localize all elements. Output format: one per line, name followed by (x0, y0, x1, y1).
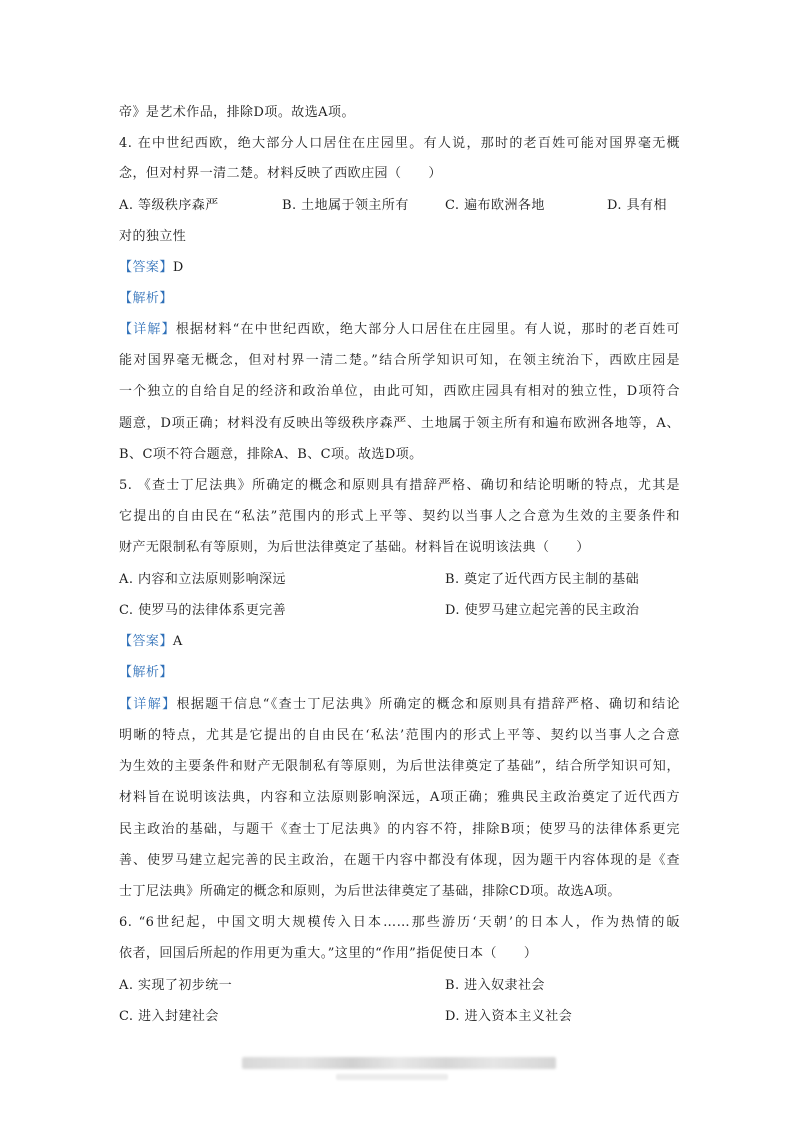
q4-analysis-tag: 【解析】 (119, 291, 173, 306)
q5-option-a: A. 内容和立法原则影响深远 (119, 572, 286, 587)
answer-value: A (172, 634, 183, 649)
q5-explain-5: 民主政治的基础，与题干《查士丁尼法典》的内容不符，排除B项；使罗马的法律体系更完 (119, 822, 680, 837)
question-4-stem: 4. 在中世纪西欧，绝大部分人口居住在庄园里。有人说，那时的老百姓可能对国界毫无概 (119, 136, 680, 151)
q6-option-b: B. 进入奴隶社会 (445, 978, 545, 993)
text-line: 帝》是艺术作品，排除D项。故选A项。 (119, 105, 355, 120)
q5-explain-1 (119, 697, 680, 713)
q4-explain-4: 题意，D项正确；材料没有反映出等级秩序森严、土地属于领主所有和遍布欧洲各地等，A、 (119, 416, 680, 431)
q4-explain-1 (119, 322, 680, 338)
q5-explain-3: 为生效的主要条件和财产无限制私有等原则，为后世法律奠定了基础”，结合所学知识可知， (119, 759, 680, 774)
question-6-stem: 6. “6世纪起，中国文明大规模传入日本……那些游历‘天朝’的日本人，作为热情的皈 (119, 915, 680, 930)
q6-option-a: A. 实现了初步统一 (119, 978, 233, 993)
question-5-stem: 5. 《查士丁尼法典》所确定的概念和原则具有措辞严格、确切和结论明晰的特点，尤其是 (119, 478, 680, 493)
q5-analysis-tag: 【解析】 (119, 665, 173, 680)
q4-option-d-cont: 对的独立性 (119, 229, 187, 244)
q4-explain-3: 一个独立的自给自足的经济和政治单位，由此可知，西欧庄园具有相对的独立性，D项符合 (119, 384, 680, 399)
blurred-footer-watermark (242, 1057, 556, 1069)
q6-option-c: C. 进入封建社会 (119, 1009, 219, 1024)
q5-option-d: D. 使罗马建立起完善的民主政治 (445, 603, 640, 618)
q4-option-a: A. 等级秩序森严 (119, 198, 219, 213)
blurred-footer-watermark-2 (336, 1074, 448, 1080)
q5-option-c: C. 使罗马的法律体系更完善 (119, 603, 287, 618)
q5-explain-4: 材料旨在说明该法典，内容和立法原则影响深远，A项正确；雅典民主政治奠定了近代西方 (119, 790, 680, 805)
q5-explain-2: 明晰的特点，尤其是它提出的自由民在‘私法’范围内的形式上平等、契约以当事人之合意 (119, 728, 680, 743)
q5-explain-7: 士丁尼法典》所确定的概念和原则，为后世法律奠定了基础，排除CD项。故选A项。 (119, 884, 621, 899)
q6-option-d: D. 进入资本主义社会 (445, 1009, 573, 1024)
answer-value: D (172, 260, 184, 275)
q4-explain-2: 能对国界毫无概念，但对村界一清二楚。”结合所学知识可知，在领主统治下，西欧庄园是 (119, 353, 680, 368)
question-6-stem-2: 依者，回国后所起的作用更为重大。”这里的“作用”指促使日本（ ） (119, 946, 538, 961)
q4-option-b: B. 土地属于领主所有 (282, 198, 409, 213)
q5-explain-6: 善、使罗马建立起完善的民主政治，在题干内容中都没有体现，因为题干内容体现的是《查 (119, 853, 680, 868)
detail-tag: 【详解】 (119, 697, 177, 712)
q5-option-b: B. 奠定了近代西方民主制的基础 (445, 572, 640, 587)
answer-tag: 【答案】 (119, 260, 173, 275)
q4-answer (119, 260, 680, 276)
answer-tag: 【答案】 (119, 634, 173, 649)
q4-explain-5: B、C项不符合题意，排除A、B、C项。故选D项。 (119, 447, 423, 462)
q4-option-d: D. 具有相 (607, 198, 667, 213)
question-5-stem-2: 它提出的自由民在“私法”范围内的形式上平等、契约以当事人之合意为生效的主要条件和 (119, 509, 680, 524)
q5-answer (119, 634, 680, 650)
q4-option-c: C. 遍布欧洲各地 (445, 198, 545, 213)
question-5-stem-3: 财产无限制私有等原则，为后世法律奠定了基础。材料旨在说明该法典（ ） (119, 540, 590, 555)
detail-tag: 【详解】 (119, 322, 176, 337)
explain-text: 根据材料“在中世纪西欧，绝大部分人口居住在庄园里。有人说，那时的老百姓可 (175, 322, 680, 337)
question-4-stem-cont: 念，但对村界一清二楚。材料反映了西欧庄园（ ） (119, 166, 442, 181)
explain-text: 根据题干信息“《查士丁尼法典》所确定的概念和原则具有措辞严格、确切和结论 (176, 697, 680, 712)
